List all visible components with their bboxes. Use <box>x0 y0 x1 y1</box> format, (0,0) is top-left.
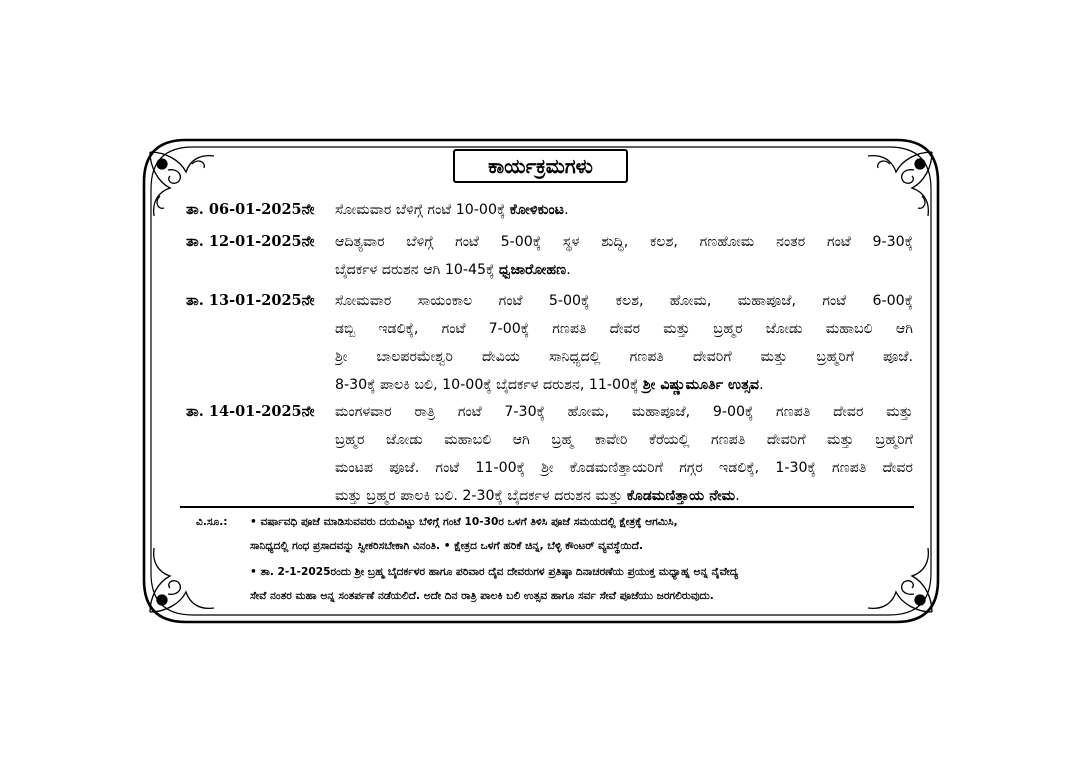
entry-text: ಡಬ್ಬಿ ಇಡಲಿಕ್ಕೆ, ಗಂಟೆ 7-00ಕ್ಕೆ ಗಣಪತಿ ದೇವರ ಮತ್ತು ಬ್ರಹ್ಮರ ಜೋಡು ಮಹಾಬಲಿ ಆಗಿ <box>335 321 913 337</box>
page-title: ಕಾರ್ಯಕ್ರಮಗಳು <box>453 149 628 183</box>
entry-text: ಸೋಮವಾರ ಸಾಯಂಕಾಲ ಗಂಟೆ 5-00ಕ್ಕೆ ಕಲಶ, ಹೋಮ, ಮಹಾಪೂಜೆ, ಗಂಟೆ 6-00ಕ್ಕೆ <box>335 293 913 309</box>
entry-text-end: . <box>566 262 571 278</box>
note-line: ಸೇವೆ ನಂತರ ಮಹಾ ಅನ್ನ ಸಂತರ್ಪಣೆ ನಡೆಯಲಿದೆ. ಅದೇ ದಿನ ರಾತ್ರಿ ಪಾಲಕಿ ಬಲಿ ಉತ್ಸವ ಹಾಗೂ ಸರ್ವ ಸೇವೆ ಪೂಜೆಯು ಜರಗಲಿರುವುದು. <box>250 590 714 602</box>
entry-text: ಶ್ರೀ ಬಾಲಪರಮೇಶ್ವರಿ ದೇವಿಯ ಸಾನಿಧ್ಯದಲ್ಲಿ ಗಣಪತಿ ದೇವರಿಗೆ ಮತ್ತು ಬ್ರಹ್ಮರಿಗೆ ಪೂಜೆ. <box>335 349 913 365</box>
entry-date: ತಾ. 14-01-2025ನೇ <box>186 403 315 420</box>
corner-ornament-icon <box>868 548 932 612</box>
entry-text-end: . <box>735 488 740 504</box>
corner-ornament-icon <box>150 548 214 612</box>
entry-text-end: . <box>564 202 569 218</box>
note-line: • ತಾ. 2-1-2025ರಂದು ಶ್ರೀ ಬ್ರಹ್ಮ ಬೈದರ್ಕಳರ ಹಾಗೂ ಪರಿವಾರ ದೈವ ದೇವರುಗಳ ಪ್ರತಿಷ್ಠಾ ದಿನಾಚರಣೆಯ ಪ್ರಯುಕ್ತ ಮಧ್ಯಾಹ್ನ ಅನ್ನ ನೈವೇದ್ಯ <box>250 566 739 578</box>
entry-text-line <box>335 371 913 399</box>
entry-date: ತಾ. 06-01-2025ನೇ <box>186 201 315 218</box>
entry-text-line <box>335 287 913 315</box>
note-line: • ವರ್ಷಾವಧಿ ಪೂಜೆ ಮಾಡಿಸುವವರು ದಯವಿಟ್ಟು ಬೆಳಿಗ್ಗೆ ಗಂಟೆ 10-30ರ ಒಳಗೆ ತಿಳಿಸಿ ಪೂಜೆ ಸಮಯದಲ್ಲಿ ಕ್ಷೇತ್ರಕ್ಕೆ ಆಗಮಿಸಿ, <box>250 516 678 528</box>
entry-text-line <box>335 256 913 284</box>
entry-text: ಬ್ರಹ್ಮರ ಜೋಡು ಮಹಾಬಲಿ ಆಗಿ ಬ್ರಹ್ಮ ಕಾವೇರಿ ಕೆರೆಯಲ್ಲಿ ಗಣಪತಿ ದೇವರಿಗೆ ಮತ್ತು ಬ್ರಹ್ಮರಿಗೆ <box>335 432 913 448</box>
entry-highlight: ಕೋಳಿಕುಂಟ <box>509 202 565 218</box>
entry-text: ಆದಿತ್ಯವಾರ ಬೆಳಿಗ್ಗೆ ಗಂಟೆ 5-00ಕ್ಕೆ ಸ್ಥಳ ಶುದ್ಧಿ, ಕಲಶ, ಗಣಹೋಮ ನಂತರ ಗಂಟೆ 9-30ಕ್ಕೆ <box>335 234 913 250</box>
entry-date: ತಾ. 12-01-2025ನೇ <box>186 233 315 250</box>
entry-text-line <box>335 398 913 426</box>
divider <box>180 506 914 508</box>
entry-highlight: ಧ್ವಜಾರೋಹಣ <box>498 262 567 278</box>
entry-text-line <box>335 454 913 482</box>
entry-text: ಬೈದರ್ಕಳ ದರುಶನ ಆಗಿ 10-45ಕ್ಕೆ <box>335 262 499 278</box>
entry-highlight: ಕೊಡಮಣಿತ್ತಾಯ ನೇಮ <box>626 488 736 504</box>
entry-text-line <box>335 343 913 371</box>
entry-text-line <box>335 315 913 343</box>
entry-text-line <box>335 426 913 454</box>
note-line: ಸಾನಿಧ್ಯದಲ್ಲಿ ಗಂಧ ಪ್ರಸಾದವನ್ನು ಸ್ವೀಕರಿಸಬೇಕಾಗಿ ವಿನಂತಿ. • ಕ್ಷೇತ್ರದ ಒಳಗೆ ಹರಿಕೆ ಚಿನ್ನ, ಬೆಳ್ಳಿ ಕೌಂಟರ್ ವ್ಯವಸ್ಥೆಯಿದೆ. <box>250 540 643 552</box>
entry-text-end: . <box>759 377 764 393</box>
entry-text: 8-30ಕ್ಕೆ ಪಾಲಕಿ ಬಲಿ, 10-00ಕ್ಕೆ ಬೈದರ್ಕಳ ದರುಶನ, 11-00ಕ್ಕೆ <box>335 377 643 393</box>
entry-text-line <box>335 228 913 256</box>
entry-text-line <box>335 196 913 224</box>
entry-date: ತಾ. 13-01-2025ನೇ <box>186 292 315 309</box>
entry-highlight: ಶ್ರೀ ವಿಷ್ಣುಮೂರ್ತಿ ಉತ್ಸವ <box>642 377 760 393</box>
entry-text: ಸೋಮವಾರ ಬೆಳಿಗ್ಗೆ ಗಂಟೆ 10-00ಕ್ಕೆ <box>335 202 510 218</box>
entry-text: ಮಂಟಪ ಪೂಜೆ. ಗಂಟೆ 11-00ಕ್ಕೆ ಶ್ರೀ ಕೊಡಮಣಿತ್ತಾಯರಿಗೆ ಗಗ್ಗರ ಇಡಲಿಕ್ಕೆ, 1-30ಕ್ಕೆ ಗಣಪತಿ ದೇವರ <box>335 460 913 476</box>
notes-label: ವಿ.ಸೂ.: <box>196 516 228 528</box>
entry-text: ಮಂಗಳವಾರ ರಾತ್ರಿ ಗಂಟೆ 7-30ಕ್ಕೆ ಹೋಮ, ಮಹಾಪೂಜೆ, 9-00ಕ್ಕೆ ಗಣಪತಿ ದೇವರ ಮತ್ತು <box>335 404 913 420</box>
entry-text: ಮತ್ತು ಬ್ರಹ್ಮರ ಪಾಲಕಿ ಬಲಿ. 2-30ಕ್ಕೆ ಬೈದರ್ಕಳ ದರುಶನ ಮತ್ತು <box>335 488 627 504</box>
